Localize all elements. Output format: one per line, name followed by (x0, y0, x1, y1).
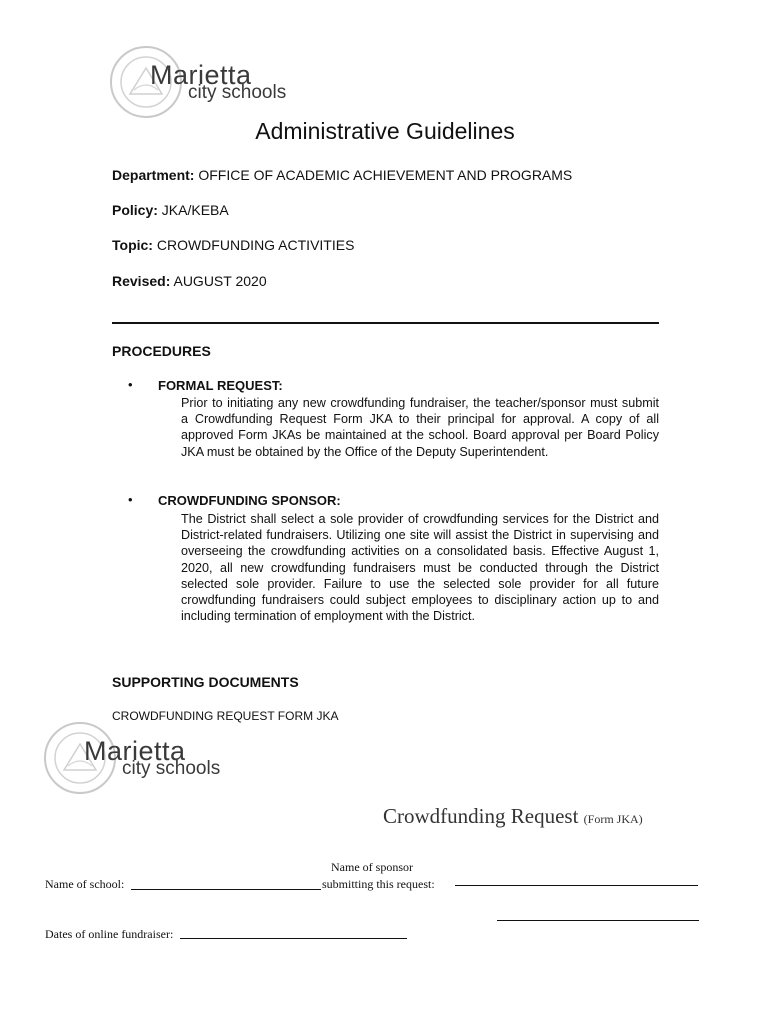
form-title-sub: (Form JKA) (583, 812, 643, 826)
bullet-icon: • (128, 377, 133, 392)
page-title: Administrative Guidelines (255, 118, 515, 144)
sponsor-label-line2: submitting this request: (322, 877, 435, 891)
marietta-logo-form (42, 720, 242, 796)
policy-label: Policy: (112, 202, 158, 218)
supporting-documents-heading: SUPPORTING DOCUMENTS (112, 674, 299, 690)
formal-request-body: Prior to initiating any new crowdfunding fundraiser, the teacher/sponsor must submit a Crowdfunding Request Form JKA to their principal for approval. A copy of all approved Form JKAs be maintained at the school. Board approval per Board Policy JKA must be obtained by the Office of the Deputy Superintendent. (181, 396, 659, 459)
revised-line (112, 273, 267, 289)
department-label: Department: (112, 167, 195, 183)
school-name-field[interactable] (131, 889, 321, 890)
crowdfunding-sponsor-heading: CROWDFUNDING SPONSOR: (158, 493, 341, 508)
topic-line (112, 237, 354, 253)
sponsor-name-field-continued[interactable] (497, 920, 699, 921)
policy-line (112, 202, 229, 218)
logo-wordmark-marietta: Marietta (150, 60, 252, 90)
procedures-heading: PROCEDURES (112, 343, 211, 359)
school-label: Name of school: (45, 877, 125, 891)
bullet-icon: • (128, 492, 133, 507)
form-title (383, 804, 643, 829)
dates-label: Dates of online fundraiser: (45, 927, 174, 941)
logo-wordmark-city-schools: city schools (188, 82, 287, 103)
formal-request-heading: FORMAL REQUEST: (158, 378, 283, 393)
form-title-main: Crowdfunding Request (383, 804, 579, 828)
logo-wordmark-city-schools: city schools (122, 758, 221, 779)
section-divider (112, 322, 659, 324)
sponsor-name-field[interactable] (455, 885, 698, 886)
crowdfunding-sponsor-body: The District shall select a sole provider of crowdfunding services for the District and District-related fundraisers. Utilizing one site will assist the District in supervising and overseeing the crowdfunding activities on a consolidated basis. Effective August 1, 2020, all new crowdfunding fundraisers must be conducted through the District selected sole provider. Failure to use the selected sole provider for all future crowdfunding fundraisers could subject employees to disciplinary action up to and including termination of employment with the District. (181, 512, 659, 624)
revised-label: Revised: (112, 273, 171, 289)
department-value: OFFICE OF ACADEMIC ACHIEVEMENT AND PROGRAMS (198, 167, 573, 183)
logo-wordmark-marietta: Marietta (84, 736, 186, 766)
supporting-document-item: CROWDFUNDING REQUEST FORM JKA (112, 709, 339, 723)
revised-value: AUGUST 2020 (173, 273, 267, 289)
dates-field[interactable] (180, 938, 407, 939)
policy-value: JKA/KEBA (161, 202, 229, 218)
topic-label: Topic: (112, 237, 153, 253)
sponsor-label-line1: Name of sponsor (331, 860, 413, 874)
department-line (112, 167, 572, 183)
topic-value: CROWDFUNDING ACTIVITIES (156, 237, 355, 253)
marietta-logo-top (108, 44, 308, 120)
